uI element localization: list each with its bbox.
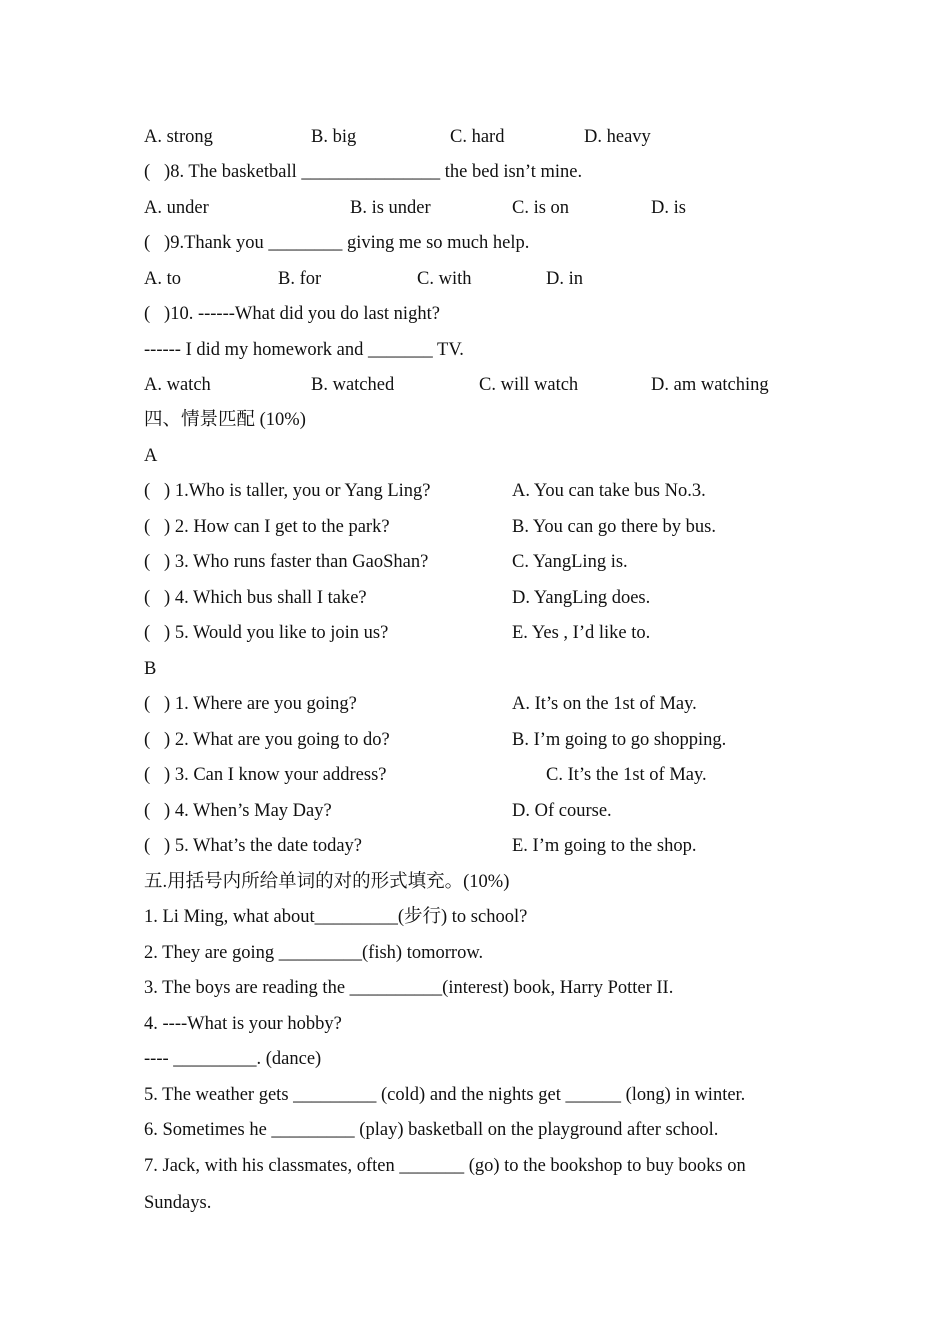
part-b-answer: B. I’m going to go shopping. bbox=[512, 730, 727, 750]
q9-option-d: D. in bbox=[546, 269, 583, 289]
part-b-answer: E. I’m going to the shop. bbox=[512, 836, 697, 856]
q9-option-b: B. for bbox=[278, 269, 322, 289]
q8-option-d: D. is bbox=[651, 198, 686, 218]
section5-line: Sundays. bbox=[144, 1193, 212, 1213]
part-a-question: ( ) 4. Which bus shall I take? bbox=[144, 588, 367, 608]
section5-line: 1. Li Ming, what about_________(步行) to school? bbox=[144, 907, 528, 927]
part-b-answer: A. It’s on the 1st of May. bbox=[512, 694, 697, 714]
q9-option-c: C. with bbox=[417, 269, 472, 289]
section4-title: 四、情景匹配 (10%) bbox=[144, 410, 306, 430]
q10-option-c: C. will watch bbox=[479, 375, 579, 395]
q8-option-b: B. is under bbox=[350, 198, 431, 218]
section4-part-b-label: B bbox=[144, 659, 157, 679]
q8-stem: ( )8. The basketball _______________ the bed isn’t mine. bbox=[144, 162, 583, 182]
q10-option-d: D. am watching bbox=[651, 375, 769, 395]
part-a-answer: D. YangLing does. bbox=[512, 588, 651, 608]
part-a-question: ( ) 5. Would you like to join us? bbox=[144, 623, 389, 643]
part-b-question: ( ) 3. Can I know your address? bbox=[144, 765, 387, 785]
q9-stem: ( )9.Thank you ________ giving me so much help. bbox=[144, 233, 530, 253]
part-a-question: ( ) 1.Who is taller, you or Yang Ling? bbox=[144, 481, 431, 501]
part-a-answer: C. YangLing is. bbox=[512, 552, 628, 572]
section5-line: 6. Sometimes he _________ (play) basketball on the playground after school. bbox=[144, 1120, 719, 1140]
q7-option-c: C. hard bbox=[450, 127, 505, 147]
part-b-answer: C. It’s the 1st of May. bbox=[546, 765, 707, 785]
section5-line: 5. The weather gets _________ (cold) and the nights get ______ (long) in winter. bbox=[144, 1085, 746, 1105]
section5-line: 4. ----What is your hobby? bbox=[144, 1014, 342, 1034]
q10-option-a: A. watch bbox=[144, 375, 211, 395]
part-a-answer: A. You can take bus No.3. bbox=[512, 481, 706, 501]
q8-option-c: C. is on bbox=[512, 198, 570, 218]
part-a-answer: B. You can go there by bus. bbox=[512, 517, 717, 537]
part-a-answer: E. Yes , I’d like to. bbox=[512, 623, 651, 643]
q8-option-a: A. under bbox=[144, 198, 209, 218]
section5-line: 2. They are going _________(fish) tomorrow. bbox=[144, 943, 484, 963]
part-a-question: ( ) 2. How can I get to the park? bbox=[144, 517, 390, 537]
q10-stem-response: ------ I did my homework and _______ TV. bbox=[144, 340, 464, 360]
part-b-answer: D. Of course. bbox=[512, 801, 612, 821]
q7-option-b: B. big bbox=[311, 127, 357, 147]
part-b-question: ( ) 5. What’s the date today? bbox=[144, 836, 362, 856]
part-b-question: ( ) 1. Where are you going? bbox=[144, 694, 357, 714]
section5-line: 7. Jack, with his classmates, often _______ (go) to the bookshop to buy books on bbox=[144, 1156, 746, 1176]
part-a-question: ( ) 3. Who runs faster than GaoShan? bbox=[144, 552, 429, 572]
q10-option-b: B. watched bbox=[311, 375, 395, 395]
part-b-question: ( ) 4. When’s May Day? bbox=[144, 801, 332, 821]
q9-option-a: A. to bbox=[144, 269, 181, 289]
section5-line: ---- _________. (dance) bbox=[144, 1049, 322, 1069]
section4-part-a-label: A bbox=[144, 446, 158, 466]
q7-option-d: D. heavy bbox=[584, 127, 651, 147]
section5-title: 五.用括号内所给单词的对的形式填充。(10%) bbox=[144, 872, 510, 892]
q7-option-a: A. strong bbox=[144, 127, 213, 147]
section5-line: 3. The boys are reading the __________(interest) book, Harry Potter II. bbox=[144, 978, 674, 998]
part-b-question: ( ) 2. What are you going to do? bbox=[144, 730, 390, 750]
q10-stem: ( )10. ------What did you do last night? bbox=[144, 304, 440, 324]
